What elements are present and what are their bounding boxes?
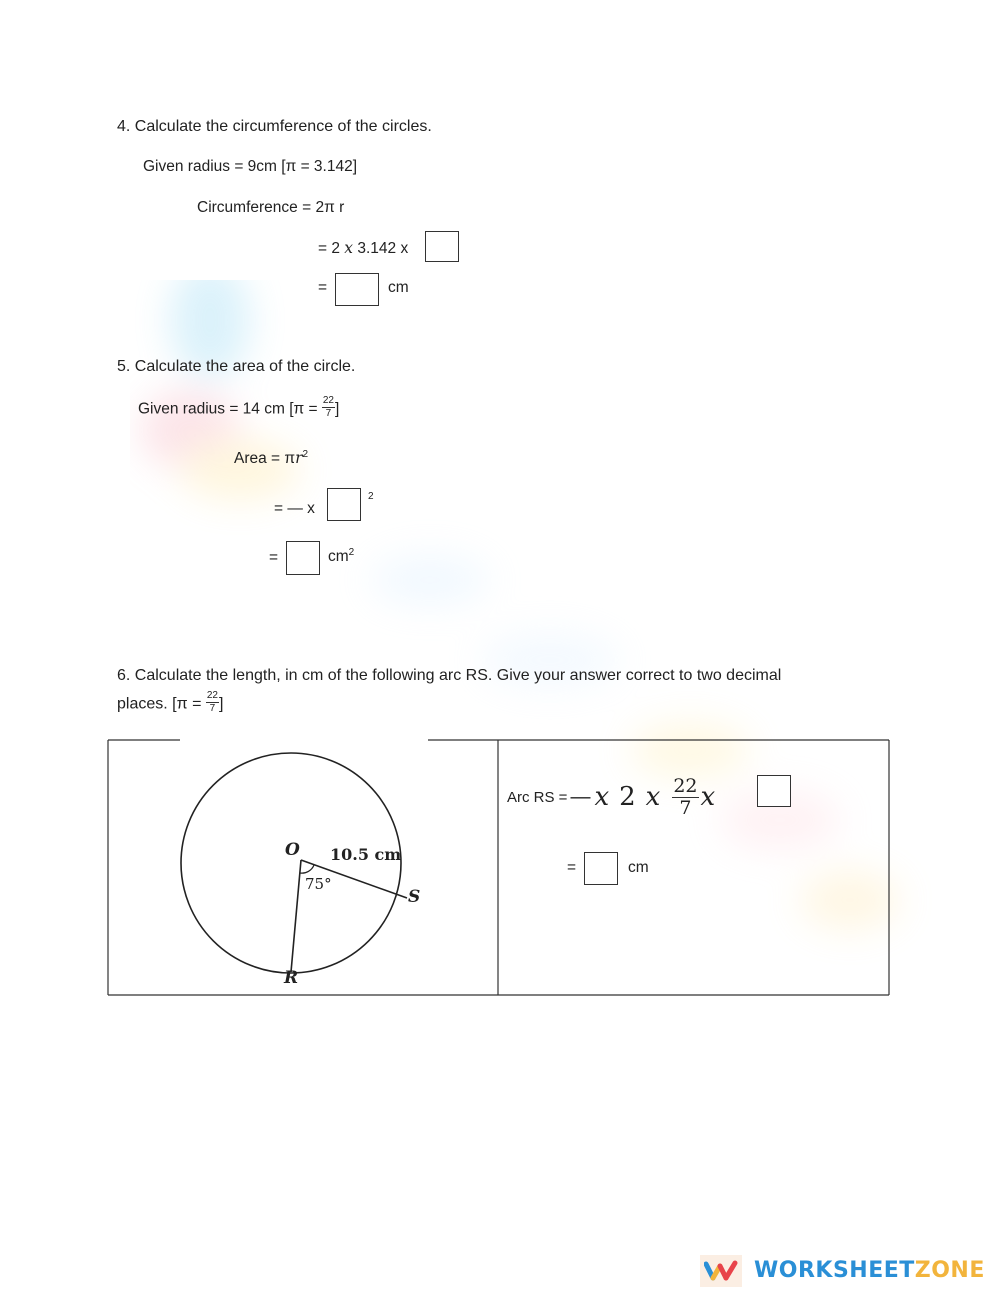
radius-or bbox=[291, 860, 301, 972]
question-5-step1: = — x bbox=[274, 500, 315, 517]
question-5-step1-exponent: 2 bbox=[368, 491, 374, 502]
question-6-title-line1: 6. Calculate the length, in cm of the following arc RS. Give your answer correct to two decimal bbox=[117, 667, 782, 684]
given-suffix: ] bbox=[335, 400, 340, 418]
pi-fraction: $\frac{22}{7}$ bbox=[206, 690, 218, 714]
question-5-title: 5. Calculate the area of the circle. bbox=[117, 358, 356, 375]
label-center-o: O bbox=[285, 840, 300, 860]
multiply-sign: x bbox=[700, 782, 716, 812]
arc-formula bbox=[507, 762, 715, 832]
q6-radius-input[interactable] bbox=[757, 775, 791, 807]
question-5-formula: Area = $\pi r^2$ bbox=[234, 449, 309, 468]
arc-label: Arc RS = bbox=[507, 788, 568, 806]
multiply-sign: x bbox=[594, 782, 610, 812]
pi-fraction: $\frac{22}{7}$ bbox=[673, 774, 698, 819]
factor-two: 2 bbox=[619, 782, 636, 812]
q6-result-input[interactable] bbox=[584, 852, 618, 885]
question-4-unit: cm bbox=[388, 279, 409, 296]
question-4-equals: = bbox=[318, 279, 328, 296]
label-point-r: R bbox=[284, 968, 299, 988]
question-4-given: Given radius = 9cm [π = 3.142] bbox=[143, 158, 358, 175]
w-logo-icon bbox=[704, 1260, 738, 1282]
arc-diagram bbox=[180, 740, 430, 995]
question-5-equals: = bbox=[269, 549, 279, 566]
question-4-formula: Circumference = 2π r bbox=[197, 199, 345, 216]
brand-name: WORKSHEETZONE bbox=[754, 1258, 985, 1283]
multiply-sign: x bbox=[344, 239, 354, 257]
step1-mid: 3.142 x bbox=[357, 240, 409, 257]
angle-arc bbox=[300, 865, 314, 873]
brand-logo bbox=[700, 1255, 742, 1287]
arc-equals: = bbox=[567, 859, 577, 876]
question-6-title-line2: places. [π = $\frac{22}{7}$ ] bbox=[117, 690, 224, 714]
label-angle: 75° bbox=[305, 875, 332, 893]
label-radius: 10.5 cm bbox=[330, 845, 402, 864]
pi-fraction: $\frac{22}{7}$ bbox=[322, 395, 334, 419]
question-5-unit: $cm^2$ bbox=[328, 547, 355, 566]
given-prefix: Given radius = 14 cm [π = bbox=[138, 400, 318, 418]
label-point-s: S bbox=[408, 887, 421, 907]
question-4-title: 4. Calculate the circumference of the circles. bbox=[117, 118, 432, 135]
step1-prefix: = 2 bbox=[318, 240, 340, 257]
multiply-sign: x bbox=[645, 782, 661, 812]
blank-fraction-dash: — bbox=[570, 785, 591, 808]
arc-unit: cm bbox=[628, 859, 649, 876]
